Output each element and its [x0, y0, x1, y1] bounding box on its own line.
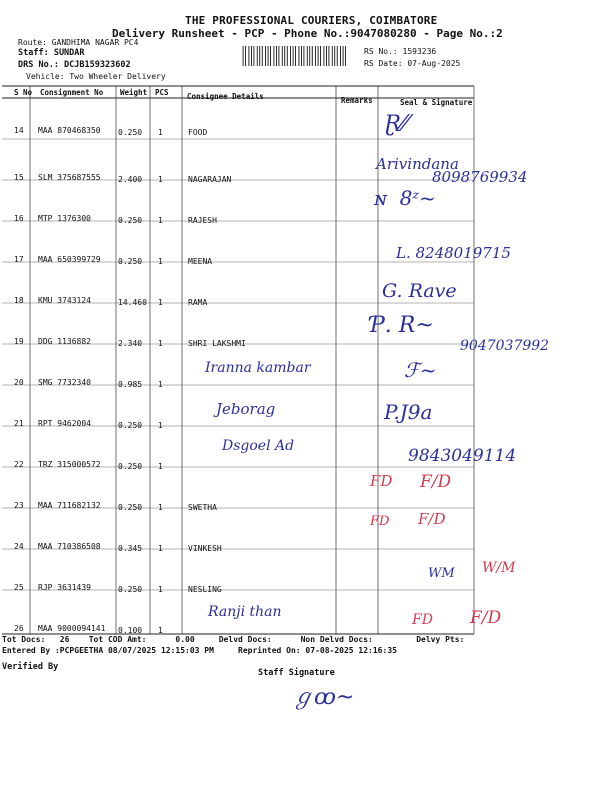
row-sno: 19	[14, 337, 24, 346]
row-pcs: 1	[158, 544, 163, 553]
row-consignee: MEENA	[188, 257, 213, 266]
col-header-pcs: PCS	[155, 88, 169, 97]
handwritten-remark: WM	[428, 566, 455, 581]
row-consignee: SWETHA	[188, 503, 217, 512]
rs-no: RS No.: 1593236	[364, 47, 437, 56]
col-header-weight: Weight	[120, 88, 148, 97]
handwritten-signature: Ɽ⁄⁄	[384, 112, 408, 137]
row-weight: 0.100	[118, 626, 143, 635]
row-sno: 24	[14, 542, 24, 551]
handwritten-consignee: Ranji than	[208, 604, 282, 620]
row-weight: 0.345	[118, 544, 143, 553]
row-pcs: 1	[158, 626, 163, 635]
row-weight: 2.400	[118, 175, 143, 184]
row-consignment-no: SMG 7732340	[38, 378, 91, 387]
row-pcs: 1	[158, 128, 163, 137]
row-sno: 21	[14, 419, 24, 428]
handwritten-name: Arivindana	[376, 155, 459, 173]
row-consignment-no: SLM 375687555	[38, 173, 101, 182]
staff-signature-label: Staff Signature	[258, 668, 335, 678]
handwritten-phone: 9047037992	[460, 338, 550, 354]
row-weight: 0.250	[118, 462, 143, 471]
row-weight: 2.340	[118, 339, 143, 348]
row-consignee: FOOD	[188, 128, 208, 137]
row-consignee: SHRI LAKSHMI	[188, 339, 246, 348]
row-consignment-no: RJP 3631439	[38, 583, 91, 592]
row-pcs: 1	[158, 298, 163, 307]
row-consignee: RAMA	[188, 298, 208, 307]
handwritten-signature: ℱ~	[404, 358, 437, 382]
row-consignee: RAJESH	[188, 216, 217, 225]
drs-label: DRS No.: DCJB159323602	[18, 60, 131, 70]
row-sno: 22	[14, 460, 24, 469]
row-weight: 0.250	[118, 585, 143, 594]
row-sno: 14	[14, 126, 24, 135]
handwritten-phone: 8098769934	[432, 168, 528, 186]
totals-line: Tot Docs: 26 Tot COD Amt: 0.00 Delvd Docs: Non Delvd Docs: Delvy Pts:	[2, 635, 465, 644]
row-sno: 20	[14, 378, 24, 387]
row-consignment-no: MAA 650399729	[38, 255, 101, 264]
row-pcs: 1	[158, 503, 163, 512]
handwritten-signature: G. Rave	[382, 280, 457, 302]
col-header-sno: S No	[14, 88, 33, 97]
handwritten-remark: W/M	[482, 560, 516, 576]
row-pcs: 1	[158, 585, 163, 594]
row-consignee: NESLING	[188, 585, 222, 594]
row-sno: 23	[14, 501, 24, 510]
entered-by-line: Entered By :PCPGEETHA 08/07/2025 12:15:03 PM Reprinted On: 07-08-2025 12:16:35	[2, 646, 397, 655]
company-title: THE PROFESSIONAL COURIERS, COIMBATORE	[185, 14, 438, 27]
row-pcs: 1	[158, 216, 163, 225]
row-pcs: 1	[158, 421, 163, 430]
row-weight: 0.250	[118, 503, 143, 512]
handwritten-phone: L. 8248019715	[396, 244, 511, 262]
row-weight: 0.985	[118, 380, 143, 389]
staff-signature: ℊꝏ~	[292, 685, 355, 710]
handwritten-remark: FD	[370, 514, 390, 529]
row-pcs: 1	[158, 339, 163, 348]
staff-label: Staff: SUNDAR	[18, 48, 85, 58]
row-sno: 25	[14, 583, 24, 592]
row-consignee: VINKESH	[188, 544, 222, 553]
row-consignment-no: MAA 710386508	[38, 542, 101, 551]
verified-by-label: Verified By	[2, 662, 59, 672]
handwritten-signature: ɴ 8ᶻ~	[374, 186, 436, 210]
row-consignment-no: MAA 9000094141	[38, 624, 106, 633]
col-header-seal: Seal & Signature	[400, 98, 473, 107]
handwritten-remark: F/D	[418, 510, 446, 528]
row-sno: 17	[14, 255, 24, 264]
handwritten-consignee: Jeborag	[216, 400, 276, 418]
handwritten-remark: F/D	[470, 608, 502, 628]
row-consignment-no: DDG 1136882	[38, 337, 91, 346]
rs-date: RS Date: 07-Aug-2025	[364, 59, 461, 68]
row-consignment-no: MTP 1376300	[38, 214, 91, 223]
row-sno: 16	[14, 214, 24, 223]
handwritten-remark: FD	[370, 472, 393, 490]
row-sno: 18	[14, 296, 24, 305]
row-pcs: 1	[158, 462, 163, 471]
handwritten-consignee: Iranna kambar	[205, 360, 311, 376]
handwritten-phone: 9843049114	[408, 446, 517, 466]
row-weight: 0.250	[118, 128, 143, 137]
row-pcs: 1	[158, 175, 163, 184]
row-weight: 0.250	[118, 421, 143, 430]
col-header-consignment: Consignment No	[40, 88, 104, 97]
handwritten-signature: Ƥ. R~	[370, 313, 434, 338]
runsheet-title: Delivery Runsheet - PCP - Phone No.:9047080280 - Page No.:2	[112, 27, 503, 40]
handwritten-consignee: Dsgoel Ad	[222, 438, 295, 454]
row-pcs: 1	[158, 257, 163, 266]
row-pcs: 1	[158, 380, 163, 389]
row-sno: 26	[14, 624, 24, 633]
row-consignment-no: TRZ 315000572	[38, 460, 101, 469]
row-weight: 0.250	[118, 257, 143, 266]
handwritten-signature: P.J9a	[384, 400, 433, 424]
row-consignee: NAGARAJAN	[188, 175, 232, 184]
row-weight: 0.250	[118, 216, 143, 225]
row-weight: 14.460	[118, 298, 147, 307]
col-header-consignee: Consignee Details	[187, 92, 264, 101]
vehicle-label: Vehicle: Two Wheeler Delivery	[26, 72, 166, 81]
route-label: Route: GANDHIMA NAGAR PC4	[18, 38, 139, 47]
handwritten-remark: F/D	[420, 472, 452, 492]
handwritten-remark: FD	[412, 612, 433, 628]
row-consignment-no: MAA 711682132	[38, 501, 101, 510]
row-consignment-no: MAA 870468350	[38, 126, 101, 135]
row-sno: 15	[14, 173, 24, 182]
col-header-remarks: Remarks	[341, 96, 373, 105]
row-consignment-no: KMU 3743124	[38, 296, 91, 305]
row-consignment-no: RPT 9462004	[38, 419, 91, 428]
